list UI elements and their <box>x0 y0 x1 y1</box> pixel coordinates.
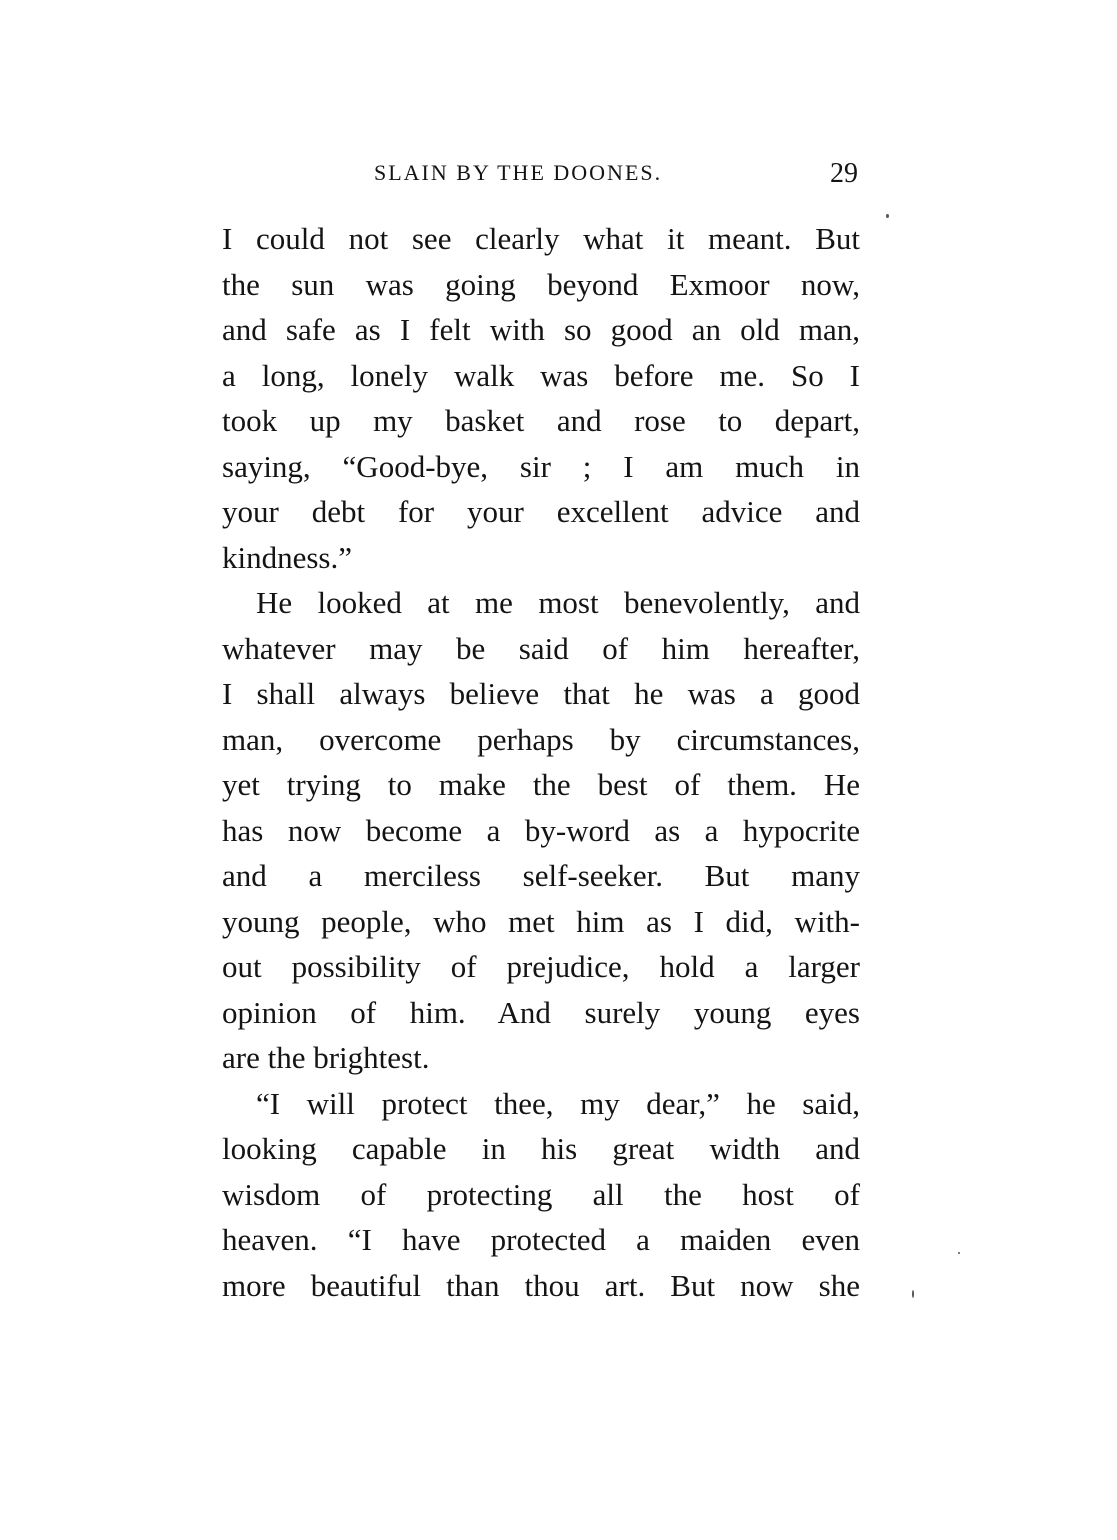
text-line: opinion of him. And surely young eyes <box>222 995 860 1030</box>
running-title: SLAIN BY THE DOONES. <box>374 160 663 185</box>
text-line: took up my basket and rose to depart, <box>222 403 860 438</box>
text-line: kindness.” <box>222 540 353 575</box>
page-number: 29 <box>830 158 858 189</box>
scan-speck <box>958 1252 960 1254</box>
text-line: your debt for your excellent advice and <box>222 494 860 529</box>
text-line: yet trying to make the best of them. He <box>222 767 860 802</box>
text-line: man, overcome perhaps by circumstances, <box>222 722 860 757</box>
text-line: whatever may be said of him hereafter, <box>222 631 860 666</box>
text-line: He looked at me most benevolently, and <box>256 585 860 620</box>
text-line: “I will protect thee, my dear,” he said, <box>256 1086 860 1121</box>
text-line: looking capable in his great width and <box>222 1131 860 1166</box>
text-line: the sun was going beyond Exmoor now, <box>222 267 860 302</box>
text-line: more beautiful than thou art. But now she <box>222 1268 860 1303</box>
running-head <box>222 160 862 192</box>
text-line: I shall always believe that he was a good <box>222 676 860 711</box>
text-line: has now become a by-word as a hypocrite <box>222 813 860 848</box>
text-line: heaven. “I have protected a maiden even <box>222 1222 860 1257</box>
text-line: wisdom of protecting all the host of <box>222 1177 860 1212</box>
text-line: and safe as I felt with so good an old man, <box>222 312 860 347</box>
text-line: a long, lonely walk was before me. So I <box>222 358 860 393</box>
text-line: and a merciless self-seeker. But many <box>222 858 860 893</box>
scan-speck <box>912 1290 914 1298</box>
text-line: I could not see clearly what it meant. But <box>222 221 860 256</box>
text-line: are the brightest. <box>222 1040 430 1075</box>
text-line: out possibility of prejudice, hold a larger <box>222 949 860 984</box>
scan-speck <box>886 214 889 218</box>
text-line: young people, who met him as I did, with- <box>222 904 860 939</box>
text-line: saying, “Good-bye, sir ; I am much in <box>222 449 860 484</box>
